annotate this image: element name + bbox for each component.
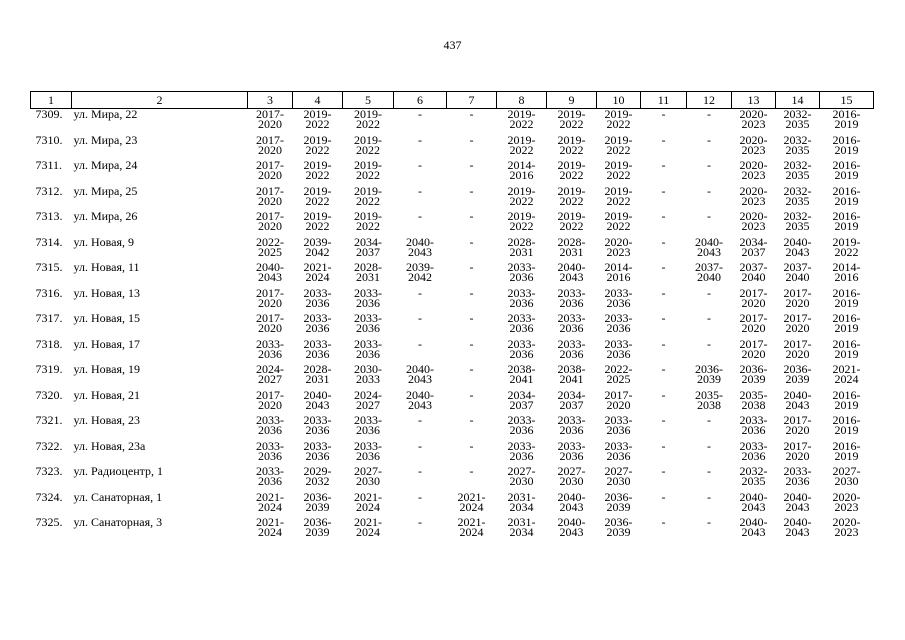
year-cell: 2020- 2023 bbox=[739, 132, 768, 157]
year-cell: - bbox=[707, 438, 711, 453]
year-cell: 2019- 2022 bbox=[303, 209, 332, 233]
header-row bbox=[31, 92, 874, 109]
year-cell: 2028- 2031 bbox=[557, 234, 586, 259]
year-cell: 2019- 2022 bbox=[507, 107, 536, 131]
year-cell: 2014- 2016 bbox=[507, 158, 536, 182]
year-cell: 2033- 2036 bbox=[507, 311, 536, 335]
year-cell: 2028- 2031 bbox=[354, 260, 382, 284]
year-cell: 2033- 2036 bbox=[303, 413, 332, 437]
year-cell: 2019- 2022 bbox=[557, 183, 586, 208]
year-cell: - bbox=[418, 438, 422, 453]
address-cell: ул. Новая, 23 bbox=[73, 413, 140, 427]
year-cell: - bbox=[469, 260, 474, 274]
year-cell: - bbox=[707, 311, 711, 325]
year-cell: 2033- 2036 bbox=[354, 336, 382, 361]
year-cell: 2017- 2020 bbox=[783, 413, 812, 437]
year-cell: 2033- 2036 bbox=[256, 464, 284, 488]
year-cell: 2019- 2022 bbox=[557, 107, 586, 131]
year-cell: 2040- 2043 bbox=[557, 489, 586, 514]
year-cell: 2039- 2042 bbox=[406, 260, 434, 284]
year-cell: 2040- 2043 bbox=[783, 234, 812, 259]
year-cell: 2033- 2036 bbox=[256, 336, 284, 361]
year-cell: 2017- 2020 bbox=[604, 387, 633, 412]
year-cell: 2040- 2043 bbox=[406, 362, 434, 386]
year-cell: 2033- 2036 bbox=[557, 285, 586, 310]
row-number: 7316. bbox=[35, 285, 63, 300]
year-cell: 2038- 2041 bbox=[557, 362, 586, 386]
year-cell: 2017- 2020 bbox=[783, 285, 812, 310]
row-number: 7314. bbox=[35, 234, 63, 249]
column-header-12: 12 bbox=[687, 92, 732, 109]
year-cell: - bbox=[661, 158, 666, 172]
year-cell: 2033- 2036 bbox=[303, 311, 332, 335]
year-cell: 2032- 2035 bbox=[783, 107, 812, 131]
table-header bbox=[31, 92, 874, 109]
year-cell: - bbox=[661, 336, 666, 351]
year-cell: 2028- 2031 bbox=[507, 234, 536, 259]
year-cell: 2019- 2022 bbox=[604, 132, 633, 157]
year-cell: 2017- 2020 bbox=[783, 311, 812, 335]
year-cell: 2021- 2024 bbox=[457, 515, 486, 539]
year-cell: 2016- 2019 bbox=[832, 183, 861, 208]
year-cell: - bbox=[661, 438, 666, 453]
row-number: 7321. bbox=[35, 413, 63, 427]
year-cell: - bbox=[469, 362, 474, 376]
year-cell: - bbox=[469, 209, 474, 223]
row-number: 7312. bbox=[35, 183, 63, 198]
year-cell: 2033- 2036 bbox=[507, 413, 536, 437]
row-number: 7311. bbox=[35, 158, 63, 172]
year-cell: 2033- 2036 bbox=[507, 438, 536, 463]
year-cell: 2033- 2036 bbox=[783, 464, 812, 488]
year-cell: - bbox=[661, 132, 666, 147]
year-cell: 2019- 2022 bbox=[354, 183, 382, 208]
year-cell: - bbox=[707, 132, 711, 147]
year-cell: - bbox=[707, 158, 711, 172]
year-cell: - bbox=[661, 234, 666, 249]
year-cell: - bbox=[418, 183, 422, 198]
year-cell: 2019- 2022 bbox=[604, 158, 633, 182]
year-cell: 2037- 2040 bbox=[783, 260, 812, 284]
year-cell: - bbox=[661, 515, 666, 529]
year-cell: 2033- 2036 bbox=[557, 438, 586, 463]
column-header-11: 11 bbox=[641, 92, 687, 109]
table-row bbox=[31, 441, 874, 467]
year-cell: - bbox=[661, 413, 666, 427]
table-row bbox=[31, 492, 874, 518]
year-cell: - bbox=[661, 387, 666, 402]
year-cell: - bbox=[418, 132, 422, 147]
year-cell: 2040- 2043 bbox=[695, 234, 723, 259]
year-cell: 2020- 2023 bbox=[739, 183, 768, 208]
column-header-9: 9 bbox=[547, 92, 597, 109]
year-cell: 2019- 2022 bbox=[354, 107, 382, 131]
year-cell: 2019- 2022 bbox=[354, 209, 382, 233]
year-cell: 2036- 2039 bbox=[739, 362, 768, 386]
address-cell: ул. Новая, 11 bbox=[73, 260, 140, 274]
year-cell: - bbox=[469, 311, 474, 325]
year-cell: 2020- 2023 bbox=[832, 515, 861, 539]
schedule-table bbox=[30, 91, 874, 543]
year-cell: 2028- 2031 bbox=[303, 362, 332, 386]
year-cell: - bbox=[418, 515, 422, 529]
table-row bbox=[31, 160, 874, 186]
year-cell: 2027- 2030 bbox=[604, 464, 633, 488]
page-number: 437 bbox=[443, 38, 462, 52]
year-cell: 2032- 2035 bbox=[783, 158, 812, 182]
year-cell: 2037- 2040 bbox=[739, 260, 768, 284]
year-cell: 2017- 2020 bbox=[256, 311, 284, 335]
year-cell: 2035- 2038 bbox=[739, 387, 768, 412]
column-header-4: 4 bbox=[293, 92, 343, 109]
year-cell: 2040- 2043 bbox=[783, 515, 812, 539]
year-cell: 2032- 2035 bbox=[783, 183, 812, 208]
address-cell: ул. Новая, 23а bbox=[73, 438, 146, 453]
year-cell: 2019- 2022 bbox=[303, 183, 332, 208]
year-cell: 2016- 2019 bbox=[832, 387, 861, 412]
year-cell: 2019- 2022 bbox=[604, 209, 633, 233]
year-cell: - bbox=[707, 515, 711, 529]
address-cell: ул. Новая, 13 bbox=[73, 285, 140, 300]
year-cell: - bbox=[469, 336, 474, 351]
column-header-10: 10 bbox=[597, 92, 641, 109]
year-cell: - bbox=[707, 489, 711, 504]
year-cell: - bbox=[469, 132, 474, 147]
year-cell: - bbox=[418, 311, 422, 325]
year-cell: 2029- 2032 bbox=[303, 464, 332, 488]
year-cell: 2021- 2024 bbox=[354, 489, 382, 514]
year-cell: 2032- 2035 bbox=[783, 132, 812, 157]
year-cell: 2019- 2022 bbox=[557, 158, 586, 182]
year-cell: 2033- 2036 bbox=[557, 311, 586, 335]
year-cell: 2020- 2023 bbox=[832, 489, 861, 514]
year-cell: 2039- 2042 bbox=[303, 234, 332, 259]
year-cell: 2040- 2043 bbox=[783, 489, 812, 514]
year-cell: 2019- 2022 bbox=[604, 107, 633, 131]
year-cell: - bbox=[418, 285, 422, 300]
year-cell: 2040- 2043 bbox=[406, 234, 434, 259]
year-cell: 2019- 2022 bbox=[507, 183, 536, 208]
address-cell: ул. Новая, 19 bbox=[73, 362, 140, 376]
year-cell: 2017- 2020 bbox=[256, 285, 284, 310]
year-cell: - bbox=[707, 336, 711, 351]
year-cell: 2027- 2030 bbox=[354, 464, 382, 488]
year-cell: 2038- 2041 bbox=[507, 362, 536, 386]
year-cell: 2040- 2043 bbox=[256, 260, 284, 284]
table-row bbox=[31, 364, 874, 390]
year-cell: 2019- 2022 bbox=[507, 209, 536, 233]
year-cell: 2021- 2024 bbox=[303, 260, 332, 284]
year-cell: - bbox=[661, 260, 666, 274]
row-number: 7319. bbox=[35, 362, 63, 376]
year-cell: - bbox=[469, 413, 474, 427]
address-cell: ул. Мира, 25 bbox=[73, 183, 138, 198]
row-number: 7317. bbox=[35, 311, 63, 325]
year-cell: 2022- 2025 bbox=[604, 362, 633, 386]
year-cell: 2033- 2036 bbox=[604, 285, 633, 310]
year-cell: 2037- 2040 bbox=[695, 260, 723, 284]
year-cell: - bbox=[661, 464, 666, 478]
year-cell: - bbox=[469, 158, 474, 172]
year-cell: 2017- 2020 bbox=[256, 158, 284, 182]
year-cell: 2016- 2019 bbox=[832, 413, 861, 437]
year-cell: 2033- 2036 bbox=[557, 413, 586, 437]
year-cell: 2017- 2020 bbox=[256, 107, 284, 131]
year-cell: 2033- 2036 bbox=[507, 285, 536, 310]
year-cell: 2017- 2020 bbox=[783, 438, 812, 463]
year-cell: - bbox=[707, 107, 711, 121]
year-cell: 2033- 2036 bbox=[604, 413, 633, 437]
year-cell: 2022- 2025 bbox=[256, 234, 284, 259]
table-row bbox=[31, 390, 874, 416]
year-cell: 2033- 2036 bbox=[739, 413, 768, 437]
year-cell: - bbox=[418, 107, 422, 121]
year-cell: - bbox=[661, 107, 666, 121]
column-header-6: 6 bbox=[394, 92, 447, 109]
year-cell: 2032- 2035 bbox=[783, 209, 812, 233]
row-number: 7310. bbox=[35, 132, 63, 147]
year-cell: - bbox=[661, 183, 666, 198]
year-cell: 2040- 2043 bbox=[303, 387, 332, 412]
year-cell: 2040- 2043 bbox=[557, 260, 586, 284]
year-cell: 2019- 2022 bbox=[303, 158, 332, 182]
year-cell: 2020- 2023 bbox=[739, 158, 768, 182]
row-number: 7322. bbox=[35, 438, 63, 453]
year-cell: 2031- 2034 bbox=[507, 515, 536, 539]
column-header-8: 8 bbox=[497, 92, 547, 109]
year-cell: 2033- 2036 bbox=[256, 438, 284, 463]
year-cell: 2021- 2024 bbox=[832, 362, 861, 386]
year-cell: 2036- 2039 bbox=[303, 489, 332, 514]
row-number: 7318. bbox=[35, 336, 63, 351]
column-header-13: 13 bbox=[732, 92, 776, 109]
year-cell: 2016- 2019 bbox=[832, 158, 861, 182]
address-cell: ул. Новая, 15 bbox=[73, 311, 140, 325]
year-cell: 2016- 2019 bbox=[832, 285, 861, 310]
table-row bbox=[31, 288, 874, 314]
year-cell: - bbox=[418, 209, 422, 223]
year-cell: 2021- 2024 bbox=[457, 489, 486, 514]
year-cell: 2033- 2036 bbox=[303, 438, 332, 463]
table-row bbox=[31, 517, 874, 543]
year-cell: - bbox=[418, 158, 422, 172]
year-cell: 2019- 2022 bbox=[832, 234, 861, 259]
address-cell: ул. Санаторная, 1 bbox=[73, 489, 163, 504]
table-row bbox=[31, 339, 874, 365]
year-cell: 2033- 2036 bbox=[604, 336, 633, 361]
year-cell: 2040- 2043 bbox=[783, 387, 812, 412]
address-cell: ул. Санаторная, 3 bbox=[73, 515, 163, 529]
year-cell: 2036- 2039 bbox=[604, 515, 633, 539]
year-cell: - bbox=[469, 387, 474, 402]
year-cell: 2033- 2036 bbox=[354, 413, 382, 437]
year-cell: 2034- 2037 bbox=[739, 234, 768, 259]
year-cell: 2016- 2019 bbox=[832, 438, 861, 463]
year-cell: 2034- 2037 bbox=[354, 234, 382, 259]
year-cell: 2033- 2036 bbox=[557, 336, 586, 361]
year-cell: 2019- 2022 bbox=[303, 132, 332, 157]
address-cell: ул. Новая, 9 bbox=[73, 234, 134, 249]
year-cell: 2016- 2019 bbox=[832, 107, 861, 131]
year-cell: 2027- 2030 bbox=[507, 464, 536, 488]
year-cell: - bbox=[707, 285, 711, 300]
table-row bbox=[31, 466, 874, 492]
year-cell: - bbox=[469, 464, 474, 478]
year-cell: 2017- 2020 bbox=[256, 132, 284, 157]
table-row bbox=[31, 186, 874, 212]
year-cell: 2024- 2027 bbox=[256, 362, 284, 386]
column-header-5: 5 bbox=[343, 92, 394, 109]
year-cell: 2016- 2019 bbox=[832, 311, 861, 335]
year-cell: 2040- 2043 bbox=[557, 515, 586, 539]
year-cell: 2034- 2037 bbox=[507, 387, 536, 412]
year-cell: 2019- 2022 bbox=[354, 132, 382, 157]
address-cell: ул. Новая, 21 bbox=[73, 387, 140, 402]
year-cell: 2019- 2022 bbox=[604, 183, 633, 208]
year-cell: 2027- 2030 bbox=[557, 464, 586, 488]
year-cell: 2033- 2036 bbox=[354, 438, 382, 463]
year-cell: 2034- 2037 bbox=[557, 387, 586, 412]
year-cell: 2020- 2023 bbox=[739, 209, 768, 233]
year-cell: 2021- 2024 bbox=[256, 489, 284, 514]
year-cell: 2033- 2036 bbox=[354, 285, 382, 310]
address-cell: ул. Мира, 26 bbox=[73, 209, 138, 223]
year-cell: - bbox=[469, 183, 474, 198]
table-row bbox=[31, 313, 874, 339]
year-cell: 2036- 2039 bbox=[604, 489, 633, 514]
row-number: 7323. bbox=[35, 464, 63, 478]
year-cell: 2017- 2020 bbox=[739, 336, 768, 361]
year-cell: 2036- 2039 bbox=[303, 515, 332, 539]
year-cell: - bbox=[661, 311, 666, 325]
year-cell: 2017- 2020 bbox=[256, 387, 284, 412]
column-header-3: 3 bbox=[248, 92, 293, 109]
address-cell: ул. Новая, 17 bbox=[73, 336, 140, 351]
year-cell: 2040- 2043 bbox=[739, 489, 768, 514]
year-cell: - bbox=[469, 285, 474, 300]
table-row bbox=[31, 135, 874, 161]
year-cell: - bbox=[469, 438, 474, 453]
year-cell: 2036- 2039 bbox=[695, 362, 723, 386]
year-cell: 2017- 2020 bbox=[256, 209, 284, 233]
row-number: 7320. bbox=[35, 387, 63, 402]
table-row bbox=[31, 262, 874, 288]
year-cell: 2017- 2020 bbox=[739, 285, 768, 310]
year-cell: 2040- 2043 bbox=[739, 515, 768, 539]
address-cell: ул. Мира, 22 bbox=[73, 107, 138, 121]
year-cell: - bbox=[418, 464, 422, 478]
year-cell: 2016- 2019 bbox=[832, 336, 861, 361]
column-header-2: 2 bbox=[72, 92, 248, 109]
table-row bbox=[31, 211, 874, 237]
year-cell: 2016- 2019 bbox=[832, 132, 861, 157]
year-cell: 2020- 2023 bbox=[739, 107, 768, 131]
address-cell: ул. Радиоцентр, 1 bbox=[73, 464, 164, 478]
row-number: 7315. bbox=[35, 260, 63, 274]
row-number: 7325. bbox=[35, 515, 63, 529]
year-cell: 2017- 2020 bbox=[783, 336, 812, 361]
year-cell: 2040- 2043 bbox=[406, 387, 434, 412]
table-row bbox=[31, 415, 874, 441]
row-number: 7313. bbox=[35, 209, 63, 223]
table-row bbox=[31, 237, 874, 263]
year-cell: 2033- 2036 bbox=[303, 336, 332, 361]
year-cell: 2035- 2038 bbox=[695, 387, 723, 412]
column-header-14: 14 bbox=[776, 92, 820, 109]
year-cell: 2033- 2036 bbox=[507, 336, 536, 361]
year-cell: 2033- 2036 bbox=[303, 285, 332, 310]
year-cell: 2019- 2022 bbox=[557, 209, 586, 233]
year-cell: - bbox=[707, 464, 711, 478]
year-cell: 2014- 2016 bbox=[832, 260, 861, 284]
year-cell: - bbox=[707, 209, 711, 223]
table-body bbox=[31, 109, 874, 543]
year-cell: 2019- 2022 bbox=[354, 158, 382, 182]
year-cell: 2017- 2020 bbox=[739, 311, 768, 335]
year-cell: 2033- 2036 bbox=[739, 438, 768, 463]
year-cell: 2027- 2030 bbox=[832, 464, 861, 488]
year-cell: 2033- 2036 bbox=[604, 311, 633, 335]
column-header-7: 7 bbox=[447, 92, 497, 109]
year-cell: 2032- 2035 bbox=[739, 464, 768, 488]
year-cell: 2017- 2020 bbox=[256, 183, 284, 208]
year-cell: - bbox=[661, 209, 666, 223]
year-cell: 2033- 2036 bbox=[354, 311, 382, 335]
year-cell: 2014- 2016 bbox=[604, 260, 633, 284]
column-header-1: 1 bbox=[31, 92, 72, 109]
year-cell: - bbox=[661, 489, 666, 504]
column-header-15: 15 bbox=[820, 92, 874, 109]
year-cell: - bbox=[469, 107, 474, 121]
year-cell: - bbox=[418, 413, 422, 427]
year-cell: 2016- 2019 bbox=[832, 209, 861, 233]
year-cell: - bbox=[418, 336, 422, 351]
year-cell: 2024- 2027 bbox=[354, 387, 382, 412]
year-cell: 2019- 2022 bbox=[507, 132, 536, 157]
year-cell: - bbox=[707, 413, 711, 427]
year-cell: - bbox=[418, 489, 422, 504]
year-cell: 2021- 2024 bbox=[256, 515, 284, 539]
year-cell: 2033- 2036 bbox=[256, 413, 284, 437]
year-cell: 2033- 2036 bbox=[604, 438, 633, 463]
year-cell: 2031- 2034 bbox=[507, 489, 536, 514]
year-cell: - bbox=[469, 234, 474, 249]
table-row bbox=[31, 109, 874, 135]
row-number: 7324. bbox=[35, 489, 63, 504]
year-cell: - bbox=[661, 285, 666, 300]
year-cell: 2020- 2023 bbox=[604, 234, 633, 259]
year-cell: 2033- 2036 bbox=[507, 260, 536, 284]
year-cell: 2021- 2024 bbox=[354, 515, 382, 539]
year-cell: - bbox=[707, 183, 711, 198]
year-cell: 2036- 2039 bbox=[783, 362, 812, 386]
address-cell: ул. Мира, 24 bbox=[73, 158, 138, 172]
year-cell: 2019- 2022 bbox=[557, 132, 586, 157]
year-cell: 2030- 2033 bbox=[354, 362, 382, 386]
row-number: 7309. bbox=[35, 107, 63, 121]
address-cell: ул. Мира, 23 bbox=[73, 132, 138, 147]
year-cell: - bbox=[661, 362, 666, 376]
year-cell: 2019- 2022 bbox=[303, 107, 332, 131]
